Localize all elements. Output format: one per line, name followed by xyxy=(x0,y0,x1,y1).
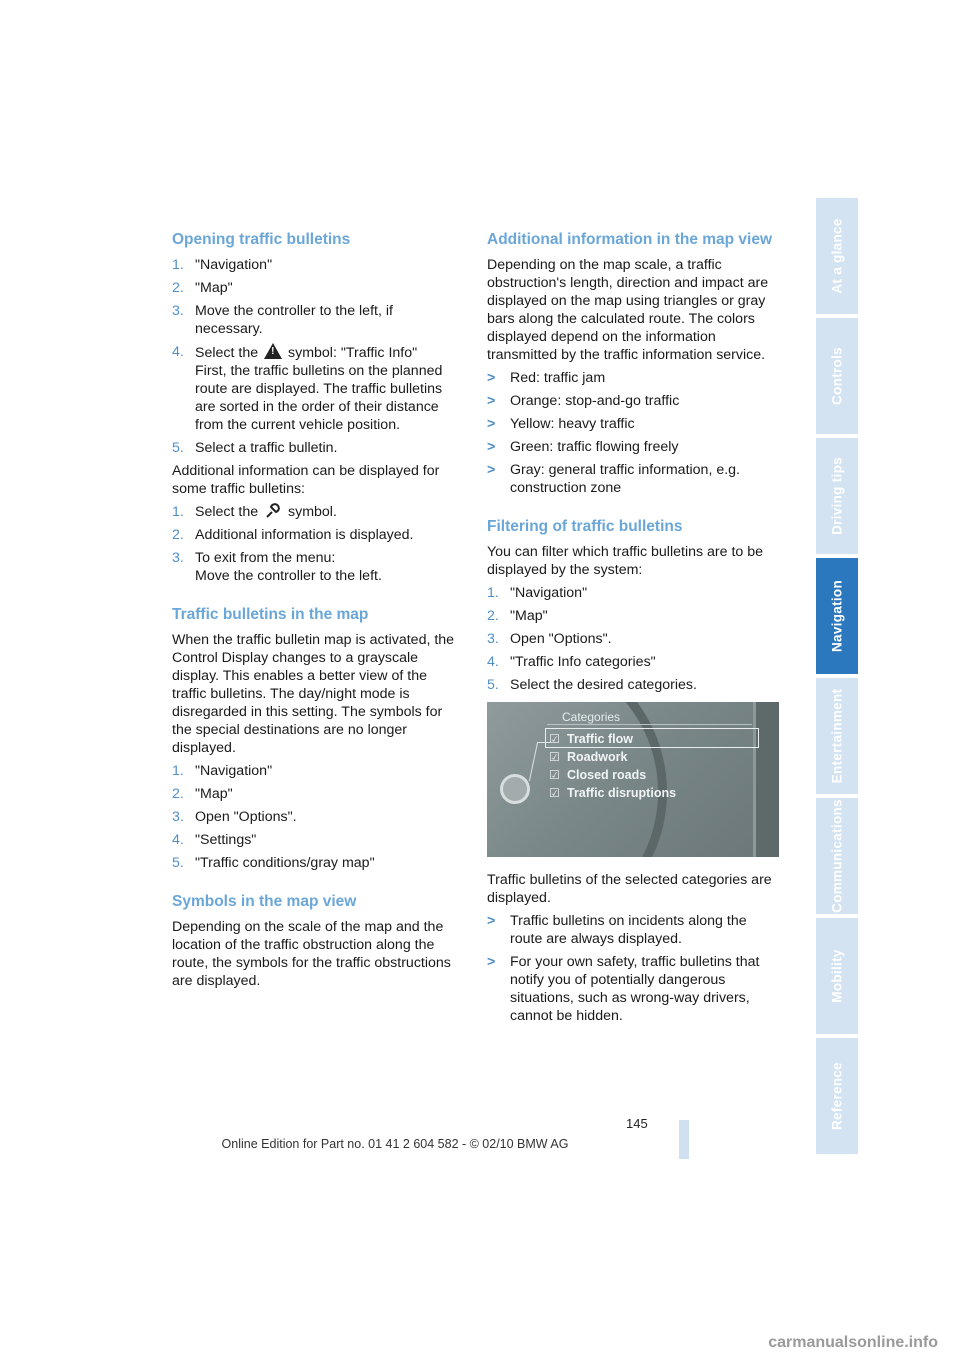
left-column xyxy=(172,230,464,1010)
paragraph: You can filter which traffic bulletins are to be displayed by the system: xyxy=(487,544,764,578)
section-additional xyxy=(487,230,779,497)
steps-list xyxy=(487,584,779,694)
steps-list xyxy=(172,503,464,585)
list-item: 1. "Navigation" xyxy=(172,257,273,273)
list-item: > Yellow: heavy traffic xyxy=(487,416,635,432)
list-item: > Orange: stop-and-go traffic xyxy=(487,393,680,409)
paragraph: Depending on the map scale, a traffic obstruction's length, direction and impact are displayed on the map using triangles or gray bars along the calculated route. The colors displayed depend on the information transmitted by the traffic information service. xyxy=(487,257,769,363)
list-item: > Green: traffic flowing freely xyxy=(487,439,679,455)
section-heading: Symbols in the map view xyxy=(172,893,357,910)
list-item: 2. "Map" xyxy=(487,608,548,624)
right-column xyxy=(487,230,779,1045)
bullet-list xyxy=(487,369,779,497)
list-item: > Traffic bulletins on incidents along the route are always displayed. xyxy=(487,913,747,947)
list-item: 4. Select the ! symbol: "Traffic Info" First, the traffic bulletins on the planned route are displayed. The traffic bulletins are sorted in the order of their distance from the current vehicle position. xyxy=(172,343,464,434)
footer xyxy=(0,1137,960,1151)
traffic-info-icon xyxy=(265,503,281,519)
page-number: 145 xyxy=(626,1116,648,1131)
paragraph: Traffic bulletins of the selected categories are displayed. xyxy=(487,872,772,906)
control-display-screenshot xyxy=(487,702,779,857)
category-item: Traffic flow xyxy=(567,732,633,746)
list-item: 3. To exit from the menu: Move the controller to the left. xyxy=(172,550,382,584)
paragraph: When the traffic bulletin map is activated, the Control Display changes to a grayscale display. This enables a better view of the traffic bulletins. The day/night mode is disregarded in this setting. The symbols for the special destinations are no longer displayed. xyxy=(172,632,455,756)
steps-list xyxy=(172,762,464,872)
list-item: 5. "Traffic conditions/gray map" xyxy=(172,855,375,871)
checkbox-icon: ☑ xyxy=(549,768,560,782)
list-item: 2. "Map" xyxy=(172,786,233,802)
tab-driving-tips[interactable]: Driving tips xyxy=(816,438,858,554)
edition-text: Online Edition for Part no. 01 41 2 604 582 - © 02/10 BMW AG xyxy=(221,1137,569,1151)
steps-list xyxy=(172,256,464,457)
paragraph: Additional information can be displayed for some traffic bulletins: xyxy=(172,463,440,497)
display-right-bar xyxy=(753,702,779,857)
checkbox-icon: ☑ xyxy=(549,732,560,746)
list-item: 3. Move the controller to the left, if necessary. xyxy=(172,303,393,337)
list-item: 2. "Map" xyxy=(172,280,233,296)
list-item: 1. "Navigation" xyxy=(487,585,588,601)
screen-title: Categories xyxy=(562,710,621,724)
section-heading: Traffic bulletins in the map xyxy=(172,606,369,623)
list-item: 1. "Navigation" xyxy=(172,763,273,779)
tab-reference[interactable]: Reference xyxy=(816,1038,858,1154)
list-item: 2. Additional information is displayed. xyxy=(172,527,414,543)
category-item: Closed roads xyxy=(567,768,647,782)
section-symbols xyxy=(172,892,464,990)
tab-at-a-glance[interactable]: At a glance xyxy=(816,198,858,314)
section-heading: Opening traffic bulletins xyxy=(172,231,351,248)
tab-navigation[interactable]: Navigation xyxy=(816,558,858,674)
category-item: Traffic disruptions xyxy=(567,786,677,800)
paragraph: Depending on the scale of the map and the location of the traffic obstruction along the route, the symbols for the traffic obstructions are displayed. xyxy=(172,919,451,989)
section-heading: Filtering of traffic bulletins xyxy=(487,518,683,535)
list-item: 3. Open "Options". xyxy=(487,631,612,647)
list-item: > Gray: general traffic information, e.g. construction zone xyxy=(487,462,740,496)
list-item: 4. "Settings" xyxy=(172,832,257,848)
category-item: Roadwork xyxy=(567,750,628,764)
section-opening xyxy=(172,230,464,585)
list-item: 1. Select the symbol. xyxy=(172,504,337,520)
tab-entertainment[interactable]: Entertainment xyxy=(816,678,858,794)
tab-communications[interactable]: Communications xyxy=(816,798,858,914)
list-item: > Red: traffic jam xyxy=(487,370,606,386)
chapter-sidebar xyxy=(816,198,858,1158)
section-filtering xyxy=(487,517,779,1025)
tab-controls[interactable]: Controls xyxy=(816,318,858,434)
divider xyxy=(547,724,752,725)
list-item: > For your own safety, traffic bulletins that notify you of potentially dangerous situations, such as wrong-way drivers, cannot be hidden. xyxy=(487,954,760,1024)
list-item: 3. Open "Options". xyxy=(172,809,297,825)
controller-knob-icon xyxy=(500,774,530,804)
section-map xyxy=(172,605,464,872)
checkbox-icon: ☑ xyxy=(549,750,560,764)
tab-mobility[interactable]: Mobility xyxy=(816,918,858,1034)
bullet-list xyxy=(487,912,779,1025)
section-heading: Additional information in the map view xyxy=(487,231,773,248)
checkbox-icon: ☑ xyxy=(549,786,560,800)
list-item: 5. Select the desired categories. xyxy=(487,677,697,693)
list-item: 5. Select a traffic bulletin. xyxy=(172,440,338,456)
watermark: carmanualsonline.info xyxy=(768,1334,938,1351)
warning-triangle-icon xyxy=(264,343,282,359)
list-item: 4. "Traffic Info categories" xyxy=(487,654,656,670)
